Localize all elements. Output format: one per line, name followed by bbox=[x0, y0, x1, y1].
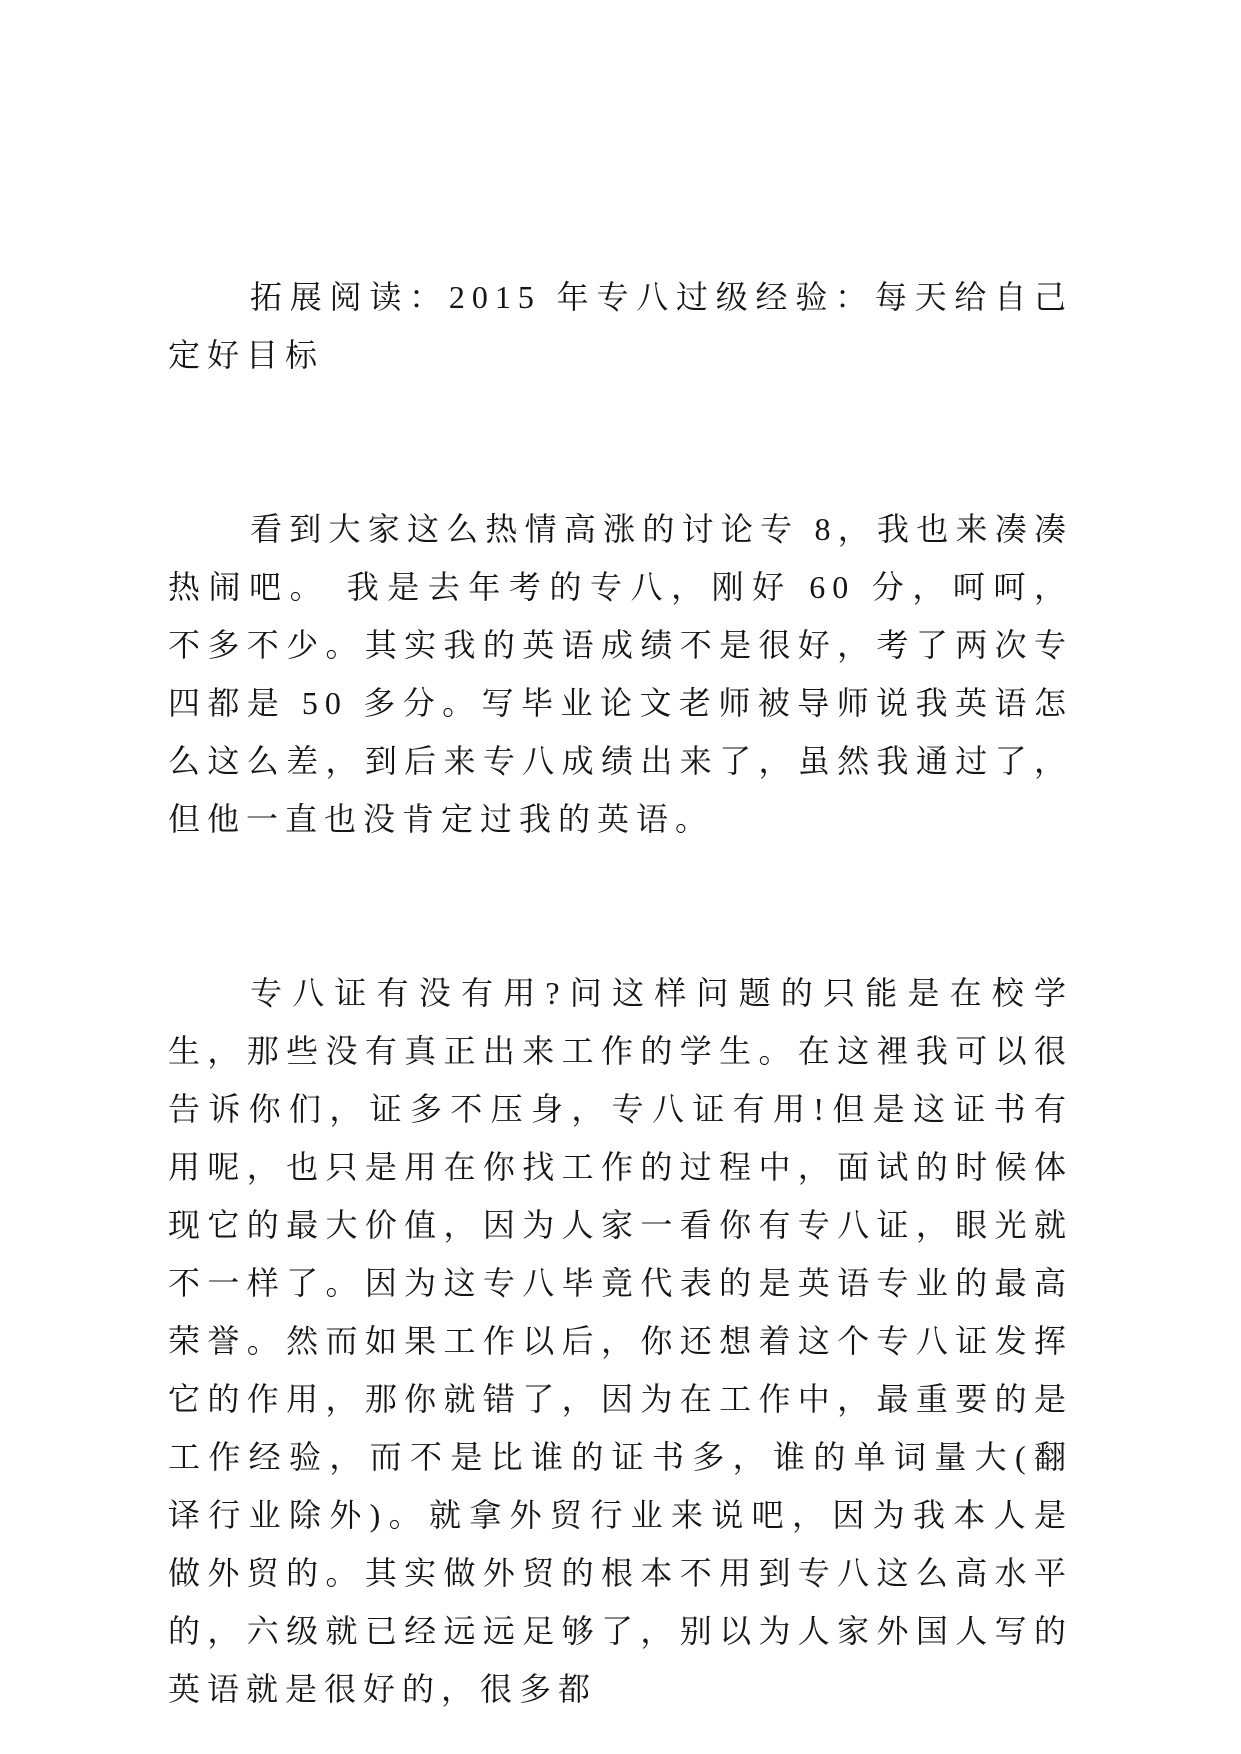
document-body bbox=[168, 268, 1073, 1718]
paragraph: 看到大家这么热情高涨的讨论专 8，我也来凑凑热闹吧。 我是去年考的专八，刚好 60 分，呵呵，不多不少。其实我的英语成绩不是很好，考了两次专四都是 50 多分。写毕业论文老师被导师说我英语怎么这么差，到后来专八成绩出来了，虽然我通过了，但他一直也没肯定过我的英语。 bbox=[168, 511, 1073, 837]
paragraph-title: 拓展阅读：2015 年专八过级经验：每天给自己定好目标 bbox=[168, 279, 1073, 373]
paragraph: 专八证有没有用?问这样问题的只能是在校学生，那些没有真正出来工作的学生。在这裡我可以很告诉你们，证多不压身，专八证有用!但是这证书有用呢，也只是用在你找工作的过程中，面试的时候体现它的最大价值，因为人家一看你有专八证，眼光就不一样了。因为这专八毕竟代表的是英语专业的最高荣誉。然而如果工作以后，你还想着这个专八证发挥它的作用，那你就错了，因为在工作中，最重要的是工作经验，而不是比谁的证书多，谁的单词量大(翻译行业除外)。就拿外贸行业来说吧，因为我本人是做外贸的。其实做外贸的根本不用到专八这么高水平的，六级就已经远远足够了，别以为人家外国人写的英语就是很好的，很多都 bbox=[168, 975, 1073, 1707]
